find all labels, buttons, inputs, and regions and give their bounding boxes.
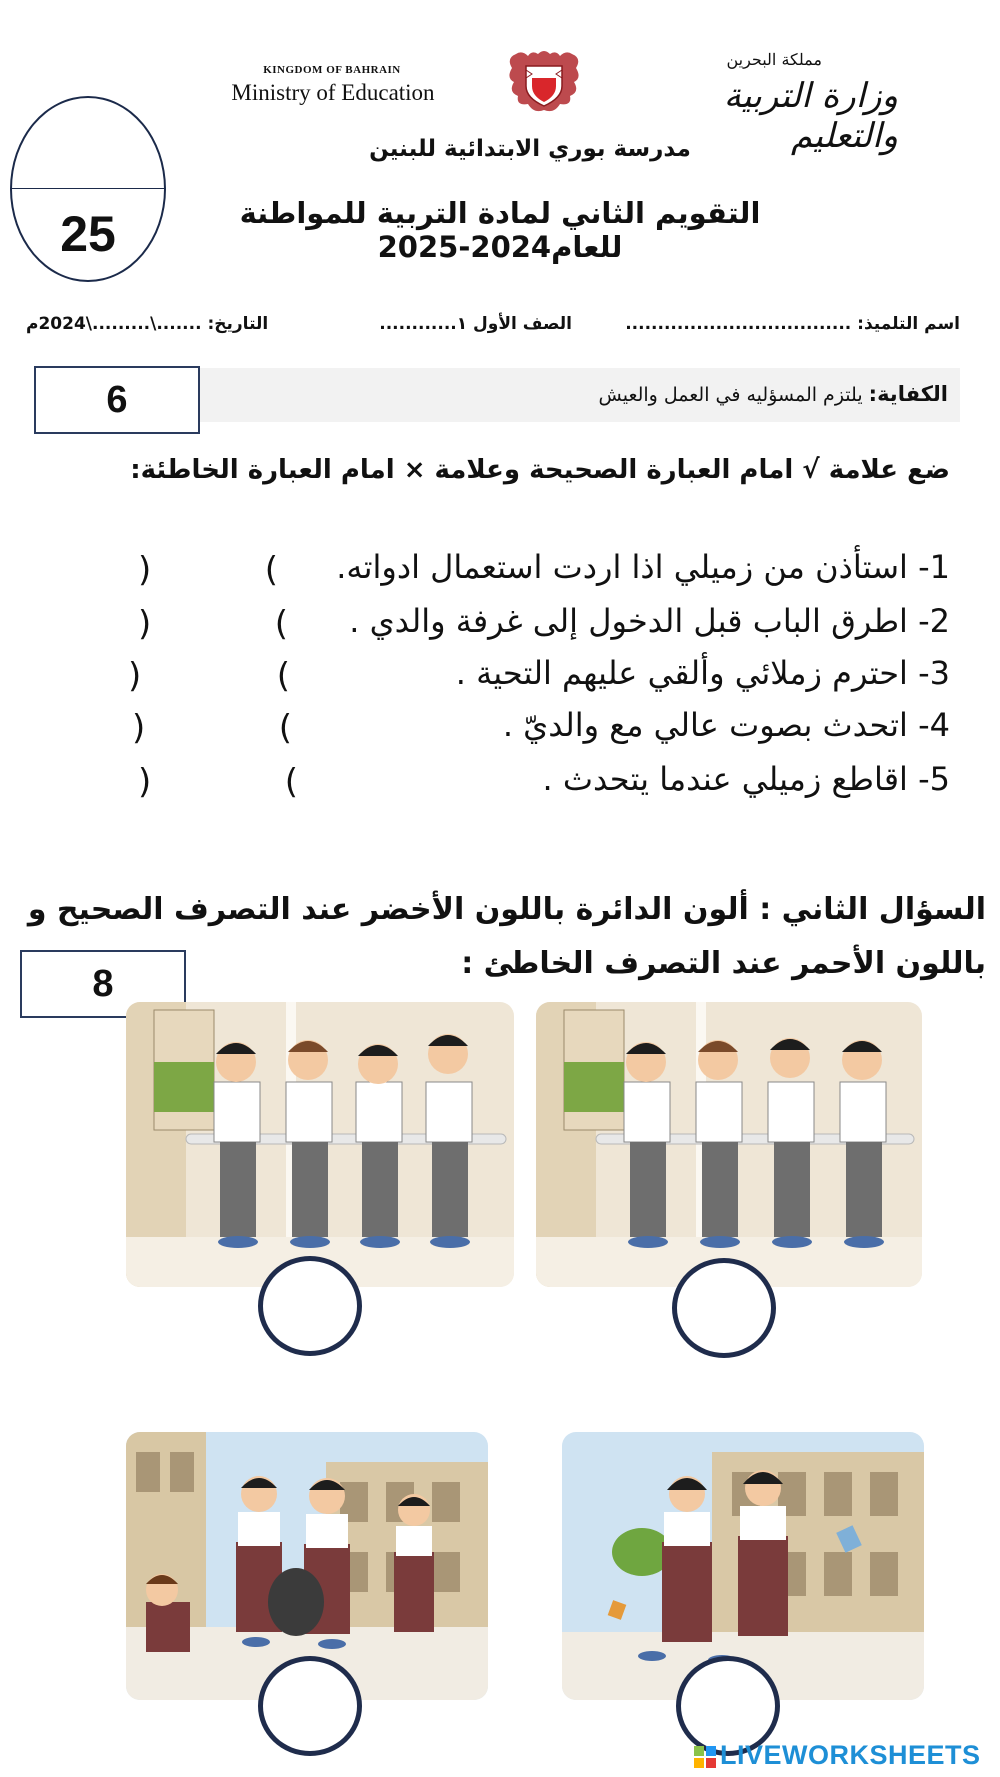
date-field[interactable]: التاريخ: .......\.........\2024م	[26, 314, 269, 334]
question2-score-box: 8	[20, 950, 186, 1018]
answer-blank-2[interactable]: ( )	[138, 604, 288, 644]
ministry-label-en: Ministry of Education	[231, 80, 435, 105]
statement-1: 1- استأذن من زميلي اذا اردت استعمال ادواته.	[336, 548, 950, 586]
total-score: 25	[60, 206, 116, 262]
kingdom-label-ar: مملكة البحرين	[726, 50, 822, 69]
answer-blank-5[interactable]: ( )	[138, 762, 298, 802]
answer-blank-4[interactable]: ( )	[132, 708, 292, 748]
bahrain-emblem-icon	[502, 48, 586, 120]
answer-circle-1[interactable]	[258, 1256, 362, 1356]
grade-field[interactable]: الصف الأول ١............	[379, 314, 572, 334]
competency-text	[598, 382, 948, 406]
answer-circle-3[interactable]	[258, 1656, 362, 1756]
competency-description: يلتزم المسؤليه في العمل والعيش	[598, 384, 869, 406]
student-name-field[interactable]: اسم التلميذ: ...................................	[625, 314, 960, 334]
picture-boys-pushing	[126, 1002, 514, 1287]
liveworksheets-brand[interactable]: LIVEWORKSHEETS	[720, 1740, 981, 1770]
total-score-divider	[12, 188, 164, 189]
answer-circle-2[interactable]	[672, 1258, 776, 1358]
answer-blank-1[interactable]: ( )	[138, 550, 278, 590]
competency-score-box: 6	[34, 366, 200, 434]
statement-5: 5- اقاطع زميلي عندما يتحدث .	[542, 760, 950, 798]
question2-line1: السؤال الثاني : ألون الدائرة باللون الأخضر عند التصرف الصحيح و	[27, 892, 986, 927]
ministry-label-ar	[612, 48, 902, 156]
question1-instruction: ضع علامة √ امام العبارة الصحيحة وعلامة × امام العبارة الخاطئة:	[130, 455, 950, 485]
statement-4: 4- اتحدث بصوت عالي مع والديّ .	[502, 706, 950, 744]
exam-title: التقويم الثاني لمادة التربية للمواطنة للعام2024-2025	[239, 196, 761, 264]
answer-blank-3[interactable]: ( )	[128, 656, 290, 696]
kingdom-label-en: KINGDOM OF BAHRAIN	[263, 64, 401, 76]
competency-label: الكفاية:	[868, 382, 948, 406]
statement-2: 2- اطرق الباب قبل الدخول إلى غرفة والدي .	[349, 602, 950, 640]
question2-line2: باللون الأحمر عند التصرف الخاطئ :	[461, 946, 986, 981]
statement-3: 3- احترم زملائي وألقي عليهم التحية .	[455, 654, 950, 692]
school-name: مدرسة بوري الابتدائية للبنين	[369, 136, 691, 162]
picture-boys-queue	[536, 1002, 922, 1287]
liveworksheets-logo-icon	[694, 1746, 716, 1768]
ministry-name-ar: وزارة التربية والتعليم	[723, 76, 898, 156]
